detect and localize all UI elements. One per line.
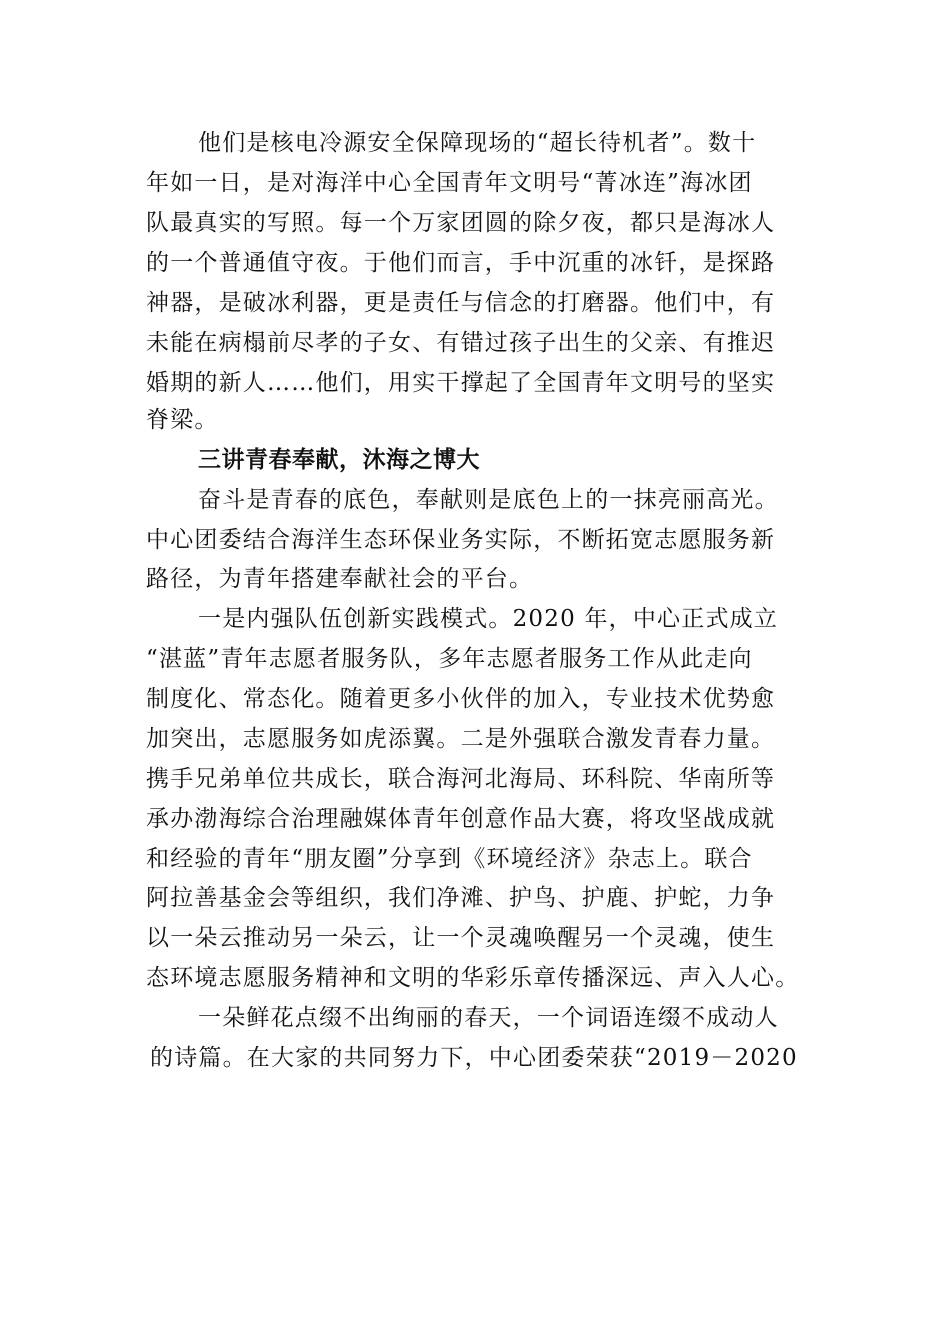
paragraph-1-line-6: 未能在病榻前尽孝的子女、有错过孩子出生的父亲、有推迟 bbox=[146, 330, 776, 356]
paragraph-3-line-2: “湛蓝”青年志愿者服务队，多年志愿者服务工作从此走向 bbox=[146, 646, 753, 672]
paragraph-1-line-7: 婚期的新人……他们，用实干撑起了全国青年文明号的坚实 bbox=[146, 370, 776, 396]
paragraph-1-line-3: 队最真实的写照。每一个万家团圆的除夕夜，都只是海冰人 bbox=[146, 210, 776, 236]
paragraph-3-line-10: 态环境志愿服务精神和文明的华彩乐章传播深远、声入人心。 bbox=[146, 965, 800, 991]
paragraph-4-line-2: 的诗篇。在大家的共同努力下，中心团委荣获“2019－2020 bbox=[150, 1045, 798, 1071]
paragraph-2-line-3: 路径，为青年搭建奉献社会的平台。 bbox=[146, 566, 534, 592]
paragraph-3-line-1: 一是内强队伍创新实践模式。2020 年，中心正式成立 bbox=[198, 606, 779, 632]
paragraph-3-line-9: 以一朵云推动另一朵云，让一个灵魂唤醒另一个灵魂，使生 bbox=[146, 925, 776, 951]
paragraph-3-line-3: 制度化、常态化。随着更多小伙伴的加入，专业技术优势愈 bbox=[146, 686, 776, 712]
section-heading: 三讲青春奉献，沐海之博大 bbox=[198, 447, 480, 473]
paragraph-3-line-6: 承办渤海综合治理融媒体青年创意作品大赛，将攻坚战成就 bbox=[146, 806, 776, 832]
paragraph-1-line-8: 脊梁。 bbox=[146, 407, 219, 433]
paragraph-1-line-1: 他们是核电冷源安全保障现场的“超长待机者”。数十 bbox=[198, 130, 757, 156]
paragraph-2-line-1: 奋斗是青春的底色，奉献则是底色上的一抹亮丽高光。 bbox=[198, 487, 779, 513]
paragraph-3-line-7: 和经验的青年“朋友圈”分享到《环境经济》杂志上。联合 bbox=[146, 846, 753, 872]
paragraph-3-line-8: 阿拉善基金会等组织，我们净滩、护鸟、护鹿、护蛇，力争 bbox=[146, 885, 776, 911]
paragraph-4-line-1: 一朵鲜花点缀不出绚丽的春天，一个词语连缀不成动人 bbox=[198, 1005, 779, 1031]
paragraph-3-line-5: 携手兄弟单位共成长，联合海河北海局、环科院、华南所等 bbox=[146, 766, 776, 792]
paragraph-1-line-5: 神器，是破冰利器，更是责任与信念的打磨器。他们中，有 bbox=[146, 290, 776, 316]
paragraph-1-line-2: 年如一日，是对海洋中心全国青年文明号“菁冰连”海冰团 bbox=[146, 170, 753, 196]
paragraph-1-line-4: 的一个普通值守夜。于他们而言，手中沉重的冰钎，是探路 bbox=[146, 250, 776, 276]
paragraph-2-line-2: 中心团委结合海洋生态环保业务实际，不断拓宽志愿服务新 bbox=[146, 527, 776, 553]
paragraph-3-line-4: 加突出，志愿服务如虎添翼。二是外强联合激发青春力量。 bbox=[146, 726, 776, 752]
